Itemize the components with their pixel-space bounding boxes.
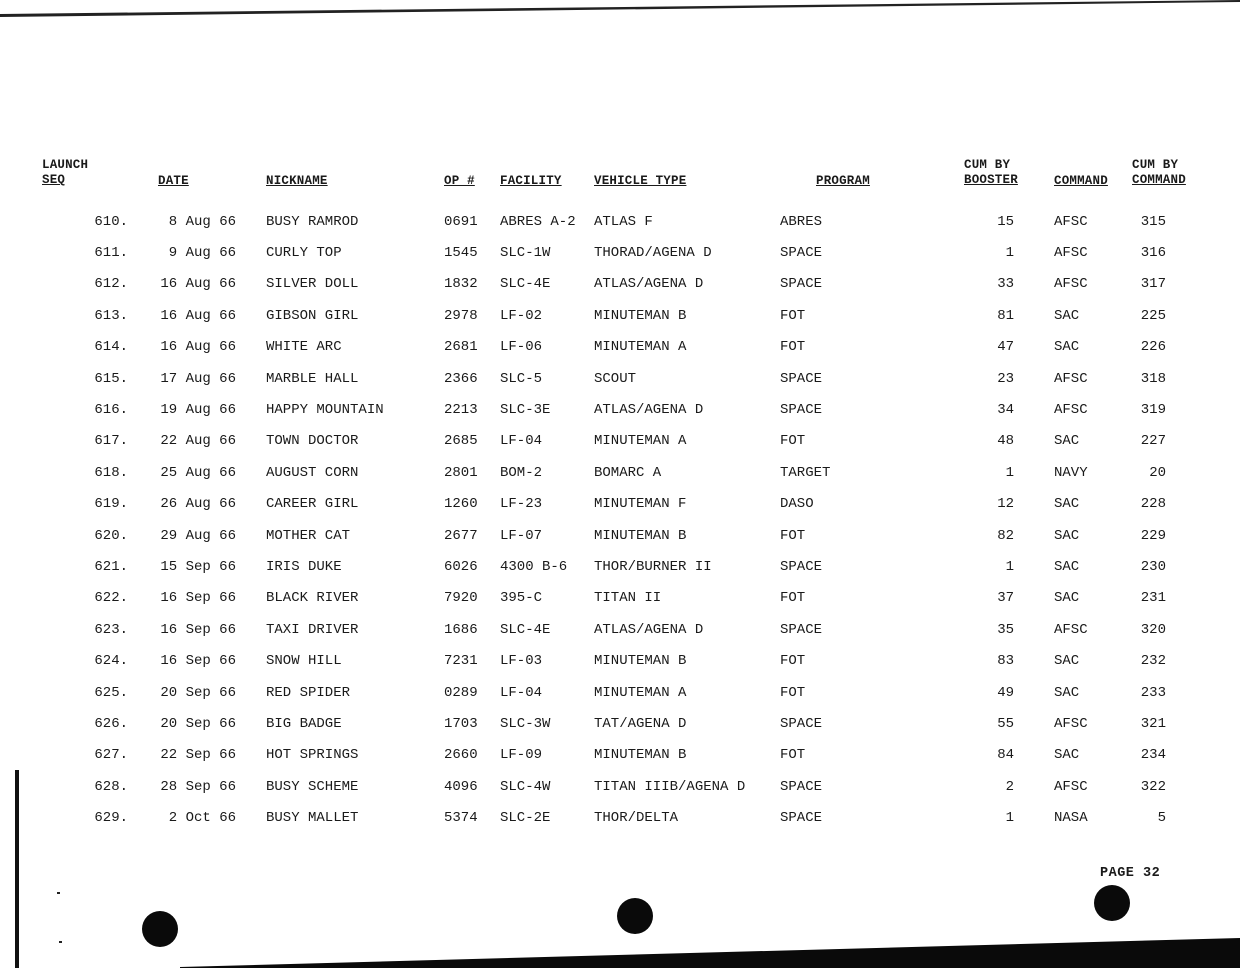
launch-seq-cell: 618. bbox=[94, 464, 128, 481]
date-cell: 26 Aug 66 bbox=[160, 496, 236, 513]
date-cell: 16 Aug 66 bbox=[160, 276, 236, 293]
program-cell: FOT bbox=[780, 433, 806, 450]
header-program: PROGRAM bbox=[816, 174, 870, 188]
nickname-cell: TOWN DOCTOR bbox=[266, 433, 359, 450]
table-row bbox=[0, 645, 1202, 676]
launch-seq-cell: 615. bbox=[94, 370, 128, 387]
facility-cell: 395-C bbox=[500, 590, 543, 607]
launch-seq-cell: 624. bbox=[94, 653, 128, 670]
scan-speck bbox=[57, 892, 60, 894]
cum-by-command-cell: 317 bbox=[1140, 276, 1166, 293]
table-row bbox=[0, 614, 1202, 645]
nickname-cell: SNOW HILL bbox=[266, 653, 342, 670]
command-cell: SAC bbox=[1054, 496, 1080, 513]
vehicle-type-cell: THOR/DELTA bbox=[594, 810, 679, 827]
nickname-cell: BUSY RAMROD bbox=[266, 213, 359, 230]
launch-seq-cell: 623. bbox=[94, 621, 128, 638]
vehicle-type-cell: MINUTEMAN A bbox=[594, 433, 687, 450]
command-cell: AFSC bbox=[1054, 778, 1088, 795]
program-cell: SPACE bbox=[780, 621, 823, 638]
nickname-cell: SILVER DOLL bbox=[266, 276, 359, 293]
vehicle-type-cell: TITAN II bbox=[594, 590, 662, 607]
nickname-cell: HAPPY MOUNTAIN bbox=[266, 402, 384, 419]
facility-cell: LF-04 bbox=[500, 684, 543, 701]
table-row bbox=[0, 237, 1202, 268]
header-nickname: NICKNAME bbox=[266, 174, 328, 188]
table-row bbox=[0, 583, 1202, 614]
facility-cell: LF-23 bbox=[500, 496, 543, 513]
vehicle-type-cell: THORAD/AGENA D bbox=[594, 245, 712, 262]
header-booster-label: BOOSTER bbox=[964, 173, 1018, 187]
command-cell: SAC bbox=[1054, 747, 1080, 764]
op-number-cell: 5374 bbox=[444, 810, 478, 827]
header-seq-label: SEQ bbox=[42, 173, 66, 187]
command-cell: SAC bbox=[1054, 307, 1080, 324]
vehicle-type-cell: MINUTEMAN F bbox=[594, 496, 687, 513]
launch-rows bbox=[0, 206, 1202, 834]
command-cell: SAC bbox=[1054, 433, 1080, 450]
cum-by-booster-cell: 15 bbox=[997, 213, 1014, 230]
header-launch-seq: LAUNCH SEQ bbox=[42, 158, 89, 187]
launch-seq-cell: 617. bbox=[94, 433, 128, 450]
table-row bbox=[0, 802, 1202, 833]
nickname-cell: CURLY TOP bbox=[266, 245, 342, 262]
launch-seq-cell: 626. bbox=[94, 715, 128, 732]
table-row bbox=[0, 677, 1202, 708]
cum-by-command-cell: 227 bbox=[1140, 433, 1166, 450]
nickname-cell: IRIS DUKE bbox=[266, 558, 342, 575]
date-cell: 28 Sep 66 bbox=[160, 778, 236, 795]
date-cell: 16 Aug 66 bbox=[160, 339, 236, 356]
nickname-cell: GIBSON GIRL bbox=[266, 307, 359, 324]
command-cell: AFSC bbox=[1054, 715, 1088, 732]
table-row bbox=[0, 457, 1202, 488]
facility-cell: SLC-3E bbox=[500, 402, 551, 419]
cum-by-command-cell: 320 bbox=[1140, 621, 1166, 638]
cum-by-booster-cell: 37 bbox=[997, 590, 1014, 607]
scan-speck bbox=[59, 941, 62, 943]
program-cell: TARGET bbox=[780, 464, 831, 481]
launch-seq-cell: 616. bbox=[94, 402, 128, 419]
cum-by-command-cell: 233 bbox=[1140, 684, 1166, 701]
nickname-cell: MOTHER CAT bbox=[266, 527, 351, 544]
date-cell: 15 Sep 66 bbox=[160, 558, 236, 575]
facility-cell: 4300 B-6 bbox=[500, 558, 568, 575]
op-number-cell: 6026 bbox=[444, 558, 478, 575]
launch-seq-cell: 629. bbox=[94, 810, 128, 827]
nickname-cell: CAREER GIRL bbox=[266, 496, 359, 513]
page-number: PAGE 32 bbox=[1100, 866, 1161, 881]
program-cell: SPACE bbox=[780, 558, 823, 575]
command-cell: AFSC bbox=[1054, 245, 1088, 262]
cum-by-booster-cell: 2 bbox=[1005, 778, 1014, 795]
cum-by-booster-cell: 34 bbox=[997, 402, 1014, 419]
cum-by-command-cell: 230 bbox=[1140, 558, 1166, 575]
op-number-cell: 7920 bbox=[444, 590, 478, 607]
vehicle-type-cell: MINUTEMAN B bbox=[594, 747, 687, 764]
op-number-cell: 7231 bbox=[444, 653, 478, 670]
program-cell: FOT bbox=[780, 653, 806, 670]
cum-by-command-cell: 232 bbox=[1140, 653, 1166, 670]
table-row bbox=[0, 489, 1202, 520]
program-cell: FOT bbox=[780, 747, 806, 764]
vehicle-type-cell: BOMARC A bbox=[594, 464, 662, 481]
header-command-label: COMMAND bbox=[1132, 173, 1186, 187]
date-cell: 19 Aug 66 bbox=[160, 402, 236, 419]
program-cell: SPACE bbox=[780, 276, 823, 293]
nickname-cell: BUSY MALLET bbox=[266, 810, 359, 827]
facility-cell: ABRES A-2 bbox=[500, 213, 576, 230]
launch-seq-cell: 627. bbox=[94, 747, 128, 764]
header-facility: FACILITY bbox=[500, 174, 562, 188]
punch-hole-right bbox=[1094, 885, 1130, 921]
vehicle-type-cell: MINUTEMAN B bbox=[594, 527, 687, 544]
launch-seq-cell: 612. bbox=[94, 276, 128, 293]
cum-by-booster-cell: 1 bbox=[1005, 464, 1014, 481]
cum-by-booster-cell: 35 bbox=[997, 621, 1014, 638]
table-row bbox=[0, 426, 1202, 457]
cum-by-booster-cell: 48 bbox=[997, 433, 1014, 450]
program-cell: FOT bbox=[780, 684, 806, 701]
date-cell: 22 Aug 66 bbox=[160, 433, 236, 450]
facility-cell: BOM-2 bbox=[500, 464, 543, 481]
facility-cell: LF-07 bbox=[500, 527, 543, 544]
command-cell: NAVY bbox=[1054, 464, 1088, 481]
op-number-cell: 2366 bbox=[444, 370, 478, 387]
facility-cell: LF-06 bbox=[500, 339, 543, 356]
table-row bbox=[0, 740, 1202, 771]
cum-by-command-cell: 318 bbox=[1140, 370, 1166, 387]
cum-by-booster-cell: 49 bbox=[997, 684, 1014, 701]
op-number-cell: 0691 bbox=[444, 213, 478, 230]
op-number-cell: 1832 bbox=[444, 276, 478, 293]
command-cell: SAC bbox=[1054, 590, 1080, 607]
vehicle-type-cell: MINUTEMAN B bbox=[594, 307, 687, 324]
cum-by-booster-cell: 47 bbox=[997, 339, 1014, 356]
header-date: DATE bbox=[158, 174, 189, 188]
date-cell: 8 Aug 66 bbox=[168, 213, 236, 230]
table-row bbox=[0, 206, 1202, 237]
op-number-cell: 2801 bbox=[444, 464, 478, 481]
op-number-cell: 2213 bbox=[444, 402, 478, 419]
program-cell: SPACE bbox=[780, 778, 823, 795]
program-cell: FOT bbox=[780, 339, 806, 356]
cum-by-command-cell: 319 bbox=[1140, 402, 1166, 419]
program-cell: DASO bbox=[780, 496, 814, 513]
cum-by-command-cell: 316 bbox=[1140, 245, 1166, 262]
header-cum-by-command: CUM BY COMMAND bbox=[1132, 158, 1186, 187]
facility-cell: SLC-4E bbox=[500, 276, 551, 293]
program-cell: SPACE bbox=[780, 245, 823, 262]
cum-by-booster-cell: 82 bbox=[997, 527, 1014, 544]
program-cell: SPACE bbox=[780, 715, 823, 732]
launch-seq-cell: 628. bbox=[94, 778, 128, 795]
command-cell: AFSC bbox=[1054, 276, 1088, 293]
op-number-cell: 1260 bbox=[444, 496, 478, 513]
command-cell: SAC bbox=[1054, 527, 1080, 544]
facility-cell: LF-02 bbox=[500, 307, 543, 324]
op-number-cell: 1703 bbox=[444, 715, 478, 732]
cum-by-booster-cell: 1 bbox=[1005, 245, 1014, 262]
facility-cell: SLC-5 bbox=[500, 370, 543, 387]
cum-by-command-cell: 226 bbox=[1140, 339, 1166, 356]
command-cell: AFSC bbox=[1054, 213, 1088, 230]
date-cell: 9 Aug 66 bbox=[168, 245, 236, 262]
facility-cell: LF-04 bbox=[500, 433, 543, 450]
facility-cell: LF-09 bbox=[500, 747, 543, 764]
punch-hole-center bbox=[617, 898, 653, 934]
facility-cell: SLC-4W bbox=[500, 778, 551, 795]
table-row bbox=[0, 771, 1202, 802]
op-number-cell: 2660 bbox=[444, 747, 478, 764]
program-cell: FOT bbox=[780, 307, 806, 324]
date-cell: 2 Oct 66 bbox=[168, 810, 236, 827]
command-cell: AFSC bbox=[1054, 621, 1088, 638]
cum-by-booster-cell: 33 bbox=[997, 276, 1014, 293]
cum-by-booster-cell: 1 bbox=[1005, 810, 1014, 827]
header-cum-by-booster: CUM BY BOOSTER bbox=[964, 158, 1018, 187]
vehicle-type-cell: ATLAS/AGENA D bbox=[594, 621, 704, 638]
vehicle-type-cell: MINUTEMAN B bbox=[594, 653, 687, 670]
command-cell: AFSC bbox=[1054, 370, 1088, 387]
table-row bbox=[0, 708, 1202, 739]
cum-by-booster-cell: 84 bbox=[997, 747, 1014, 764]
command-cell: SAC bbox=[1054, 653, 1080, 670]
table-row bbox=[0, 300, 1202, 331]
date-cell: 22 Sep 66 bbox=[160, 747, 236, 764]
cum-by-command-cell: 321 bbox=[1140, 715, 1166, 732]
table-row bbox=[0, 269, 1202, 300]
table-row bbox=[0, 363, 1202, 394]
date-cell: 17 Aug 66 bbox=[160, 370, 236, 387]
vehicle-type-cell: TAT/AGENA D bbox=[594, 715, 687, 732]
launch-seq-cell: 622. bbox=[94, 590, 128, 607]
launch-seq-cell: 621. bbox=[94, 558, 128, 575]
cum-by-command-cell: 5 bbox=[1157, 810, 1166, 827]
launch-seq-cell: 619. bbox=[94, 496, 128, 513]
cum-by-command-cell: 231 bbox=[1140, 590, 1166, 607]
cum-by-command-cell: 234 bbox=[1140, 747, 1166, 764]
op-number-cell: 2677 bbox=[444, 527, 478, 544]
nickname-cell: BLACK RIVER bbox=[266, 590, 359, 607]
op-number-cell: 1686 bbox=[444, 621, 478, 638]
header-op-number: OP # bbox=[444, 174, 475, 188]
date-cell: 16 Sep 66 bbox=[160, 590, 236, 607]
date-cell: 16 Aug 66 bbox=[160, 307, 236, 324]
cum-by-command-cell: 322 bbox=[1140, 778, 1166, 795]
facility-cell: SLC-1W bbox=[500, 245, 551, 262]
op-number-cell: 2685 bbox=[444, 433, 478, 450]
command-cell: SAC bbox=[1054, 558, 1080, 575]
vehicle-type-cell: SCOUT bbox=[594, 370, 637, 387]
command-cell: SAC bbox=[1054, 684, 1080, 701]
nickname-cell: BIG BADGE bbox=[266, 715, 342, 732]
program-cell: SPACE bbox=[780, 370, 823, 387]
program-cell: FOT bbox=[780, 590, 806, 607]
launch-seq-cell: 610. bbox=[94, 213, 128, 230]
table-row bbox=[0, 551, 1202, 582]
op-number-cell: 2681 bbox=[444, 339, 478, 356]
command-cell: NASA bbox=[1054, 810, 1088, 827]
nickname-cell: TAXI DRIVER bbox=[266, 621, 359, 638]
header-command: COMMAND bbox=[1054, 174, 1108, 188]
vehicle-type-cell: THOR/BURNER II bbox=[594, 558, 712, 575]
punch-hole-left bbox=[142, 911, 178, 947]
cum-by-command-cell: 20 bbox=[1149, 464, 1166, 481]
op-number-cell: 4096 bbox=[444, 778, 478, 795]
op-number-cell: 2978 bbox=[444, 307, 478, 324]
page-top-edge bbox=[0, 0, 1240, 26]
vehicle-type-cell: ATLAS/AGENA D bbox=[594, 402, 704, 419]
date-cell: 25 Aug 66 bbox=[160, 464, 236, 481]
nickname-cell: BUSY SCHEME bbox=[266, 778, 359, 795]
facility-cell: SLC-3W bbox=[500, 715, 551, 732]
vehicle-type-cell: TITAN IIIB/AGENA D bbox=[594, 778, 746, 795]
vehicle-type-cell: ATLAS F bbox=[594, 213, 653, 230]
op-number-cell: 1545 bbox=[444, 245, 478, 262]
launch-log-table bbox=[0, 146, 1202, 834]
cum-by-command-cell: 225 bbox=[1140, 307, 1166, 324]
nickname-cell: WHITE ARC bbox=[266, 339, 342, 356]
cum-by-command-cell: 228 bbox=[1140, 496, 1166, 513]
vehicle-type-cell: MINUTEMAN A bbox=[594, 684, 687, 701]
launch-seq-cell: 620. bbox=[94, 527, 128, 544]
cum-by-command-cell: 229 bbox=[1140, 527, 1166, 544]
cum-by-booster-cell: 83 bbox=[997, 653, 1014, 670]
date-cell: 16 Sep 66 bbox=[160, 653, 236, 670]
date-cell: 20 Sep 66 bbox=[160, 715, 236, 732]
facility-cell: SLC-2E bbox=[500, 810, 551, 827]
nickname-cell: RED SPIDER bbox=[266, 684, 351, 701]
nickname-cell: HOT SPRINGS bbox=[266, 747, 359, 764]
cum-by-booster-cell: 81 bbox=[997, 307, 1014, 324]
cum-by-booster-cell: 23 bbox=[997, 370, 1014, 387]
table-row bbox=[0, 332, 1202, 363]
launch-seq-cell: 614. bbox=[94, 339, 128, 356]
vehicle-type-cell: MINUTEMAN A bbox=[594, 339, 687, 356]
command-cell: SAC bbox=[1054, 339, 1080, 356]
table-row bbox=[0, 520, 1202, 551]
cum-by-booster-cell: 55 bbox=[997, 715, 1014, 732]
date-cell: 20 Sep 66 bbox=[160, 684, 236, 701]
cum-by-booster-cell: 1 bbox=[1005, 558, 1014, 575]
date-cell: 29 Aug 66 bbox=[160, 527, 236, 544]
cum-by-booster-cell: 12 bbox=[997, 496, 1014, 513]
command-cell: AFSC bbox=[1054, 402, 1088, 419]
op-number-cell: 0289 bbox=[444, 684, 478, 701]
nickname-cell: MARBLE HALL bbox=[266, 370, 359, 387]
header-vehicle-type: VEHICLE TYPE bbox=[594, 174, 687, 188]
table-row bbox=[0, 394, 1202, 425]
launch-seq-cell: 611. bbox=[94, 245, 128, 262]
page-bottom-edge bbox=[180, 938, 1240, 968]
launch-seq-cell: 625. bbox=[94, 684, 128, 701]
vehicle-type-cell: ATLAS/AGENA D bbox=[594, 276, 704, 293]
cum-by-command-cell: 315 bbox=[1140, 213, 1166, 230]
program-cell: SPACE bbox=[780, 402, 823, 419]
nickname-cell: AUGUST CORN bbox=[266, 464, 359, 481]
program-cell: FOT bbox=[780, 527, 806, 544]
launch-seq-cell: 613. bbox=[94, 307, 128, 324]
program-cell: SPACE bbox=[780, 810, 823, 827]
date-cell: 16 Sep 66 bbox=[160, 621, 236, 638]
facility-cell: LF-03 bbox=[500, 653, 543, 670]
facility-cell: SLC-4E bbox=[500, 621, 551, 638]
table-header-row bbox=[0, 146, 1202, 188]
program-cell: ABRES bbox=[780, 213, 823, 230]
